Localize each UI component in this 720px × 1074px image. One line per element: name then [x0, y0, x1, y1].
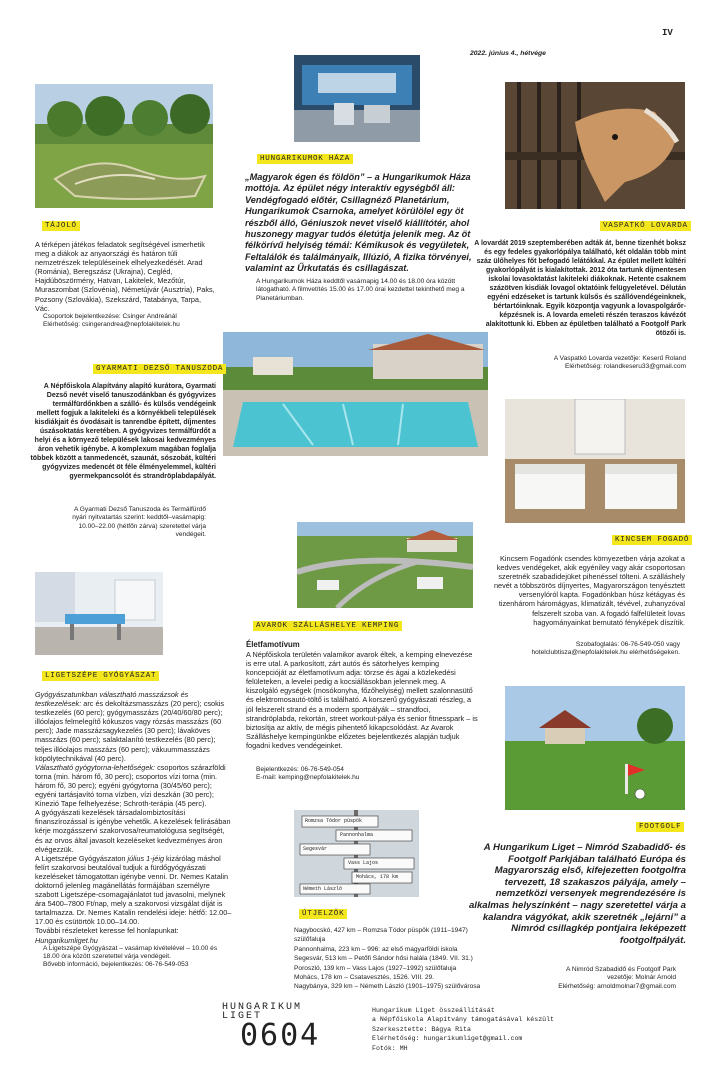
ligetszepe-text-4c: kizárólag máshol felírt szakorvosi beutalóval tudjuk a fürdőgyógyászati kezeléseket támogatottan igénybe venni. Dr. Nemes Katalin doktornő jelenleg magánellátás formájában személyre szabott Ligetszépe-csomagajánlatot tud javasolni, melynek ára 5400–7800 Ft/nap, mely a szakorvosi vizsgálat díját is tartalmazza. Dr. Nemes Katalin rendelési ideje: hétfő: 12.00–17.00 és csütörtök 10.00–14.00. — [35, 853, 232, 927]
utjelzok-photo — [294, 810, 419, 897]
ligetszepe-note: A Ligetszépe Gyógyászat – vasárnap kivételével – 10.00 és 18.00 óra között szeretettel várja vendégeit. — [43, 944, 218, 961]
footgolf-contact-3: Elérhetőség: arnoldmolnar7@gmail.com — [558, 982, 676, 990]
credits: Hungarikum Liget összeállítását a Népfőiskola Alapítvány támogatásával készült Szerkesztette: Bágya Rita Elérhetőség: hungarikumliget@gmail.com Fotók: MH — [372, 1007, 555, 1052]
kemping-contacts — [256, 766, 476, 783]
ligetszepe-note-2: Bővebb információ, bejelentkezés: 06-76-549-053 — [43, 961, 189, 969]
footgolf-lead: A Hungarikum Liget – Nimród Szabadidő- és Footgolf Parkjában található Európa és Magyarország első, kifejezetten footgolfra tervezett, 18 szakaszos pályája, amely – nemzetközi versenyek megrendezésére is alkalmas helyszínként – nagy szeretettel várja a kalandra vágyókat, akik szeretnék „lejárni” a Nimród csillagkép pontjaira leképezett footgolfpályát. — [468, 842, 686, 946]
tajolo-body — [35, 240, 215, 330]
tajolo-text: A térképen játékos feladatok segítségével ismerhetik meg a diákok az anyaországi és határon túli nemzetrészek településeinek elhelyezkedését. Arad (Románia), Beregszász (Ukrajna), Cegléd, Hajdúböszörmény, Hatvan, Lakitelek, Mezőtúr, Muraszombat (Szlovénia), Németújvár (Ausztria), Paks, Pozsony (Szlovákia), Szekszárd, Tatabánya, Tarpa, Vác. — [35, 240, 215, 313]
ligetszepe-date: július 1-jéig — [127, 853, 165, 863]
footgolf-label: FOOTGOLF — [636, 822, 684, 832]
hungarikumok-lead: „Magyarok égen és földön” – a Hungarikumok Háza mottója. Az épület négy interaktív egységből áll: Vendégfogadó előtér, Csillagnéző Planetárium, Hungarikumok Csarnoka, amelyet körülölel egy öt részből álló, Géniuszok nevet viselő kiállítótér, ahol huszonegy magyar tudós életútja jelenik meg. Az öt félkörívű helyiség témái: Kémikusok és vegyületek, Feltalálók és találmányaik, Illúzió, A fizika törvényei, valamint az Űrkutatás és csillagászat. — [245, 172, 472, 274]
ligetszepe-intro-2: Választható gyógytorna-lehetőségek: — [35, 762, 156, 772]
ligetszepe-text-1 — [35, 690, 233, 763]
tajolo-contact-2: Elérhetőség: csingerandrea@nepfolakitelek.hu — [43, 321, 180, 329]
ligetszepe-text-5: További részleteket keresse fel honlapunkat: — [35, 926, 179, 936]
kincsem-contact-2: hotelclubtisza@nepfolakitelek.hu elérhetőségeken. — [531, 649, 680, 657]
sign-1: Romzsa Tódor püspök — [305, 818, 363, 824]
kincsem-contacts — [488, 641, 680, 658]
hungarikumok-photo — [294, 55, 420, 142]
sign-6: Németh László — [303, 886, 343, 892]
sign-4: Vass Lajos — [348, 860, 379, 866]
brand-line-1: HUNGARIKUM — [222, 1002, 303, 1013]
lovarda-label: VASPATKÓ LOVARDA — [600, 221, 691, 231]
lovarda-body: A lovardát 2019 szeptemberében adták át, benne tizenhét boksz és egy fedeles gyakorlópálya található, két oldalán több mint száz ülőhelyes főt befogadó lelátókkal. Az épület mellett kültéri gyakorlópályát is kialakítottak. 2012 óta tartunk díjmentesen iskolai lovasoktatást lakiteleki diákoknak. Hetente csaknem százötven kisdiák lovagol oktatóink felügyeletével. Délután egyéni edzéseket is tartunk külsős és szállóvendégeinknek, bértartóinknak. Egyik központja vagyunk a lovaspolgárőr-képzésnek is. A lovarda emeleti részén teraszos kávézót alakítottunk ki. Ebben az épületben található a Footgolf Park ötözői is. — [474, 240, 686, 337]
ligetszepe-website-link[interactable]: Hungarikumliget.hu — [35, 935, 98, 945]
hungarikumok-label: HUNGARIKUMOK HÁZA — [257, 154, 353, 164]
sign-2: Pannonhalma — [340, 832, 374, 838]
tanuszoda-body: A Népfőiskola Alapítvány alapító kurátora, Gyarmati Dezső nevét viselő tanuszodánkban és gyógyvizes termálfürdőnkben a szálló- és külsős vendégeink mellett fogjuk a lakiteleki és a környékbeli települések kisdiákjait és óvodásait is tanrendbe épített, díjmentes úszásoktatás keretében. A gyógyvizes termálfürdőt a helyi és a környező települések lakosai kedvezményes áron vehetik igénybe. A komplexum magában foglalja többek között a tanmedencét, szaunát, sószobát, kültéri gyógyvizes medencét öt féle élményelemmel, kültéri gyermekpancsolót és strandröplabdapályát. — [30, 383, 216, 480]
lovarda-contact-1: A Vaspatkó Lovarda vezetője: Keserű Roland — [553, 355, 686, 362]
ligetszepe-text-2 — [35, 763, 233, 808]
ligetszepe-massages: arc és dekoltázsmasszázs (20 perc); csokis testkezelés (60 perc); gyógymasszázs (20/40/60/80 perc); illóolajos felmelegítő kókuszos vagy rózsás masszázs (60 perc); Jade masszázsagykezelés (30 perc); lávaköves masszázs (60 perc); salaktalanító testkezelés (80 perc); teljes illóolajos masszázs (60 perc); vákuummasszázs köpölytechnikával (40 perc). — [35, 699, 224, 763]
utjelzok-list: Nagybocskó, 427 km – Romzsa Tódor püspök (1911–1947) szülőfaluja Pannonhalma, 223 km – 996: az első magyarföldi iskola Segesvár, 513 km – Petőfi Sándor hősi halála (1849. VII. 31.) Poroszló, 139 km – Vass Lajos (1927–1992) szülőfaluja Mohács, 178 km – Csatavesztés, 1526. VIII. 29. Nagybánya, 329 km – Németh László (1901–1975) szülővárosa — [294, 927, 481, 991]
kincsem-photo — [505, 399, 685, 523]
footgolf-photo — [505, 686, 685, 810]
tanuszoda-label: GYARMATI DEZSŐ TANUSZODA — [93, 364, 226, 374]
lovarda-photo — [505, 82, 685, 209]
tajolo-label: TÁJOLÓ — [42, 221, 80, 231]
kincsem-label: KINCSEM FOGADÓ — [612, 535, 692, 545]
ligetszepe-text-4a: A Ligetszépe Gyógyászaton — [35, 853, 128, 863]
sign-3: Segesvár — [303, 846, 328, 852]
kemping-body: A Népfőiskola területén valamikor avarok éltek, a kemping elnevezése is erre utal. A parkosított, zárt autós és sátorhelyes kemping koncepcióját az életfamotívum adja: törzse és ágai a közlekedési felületeken, a levelei pedig a kocsiállásokban jelennek meg. A kiszolgáló egységek (mosókonyha, főzőhelyiség) mellett szalonnasütő és elektromosautó-töltő is található. A korszerű gyógyászati részleg, a jól felszerelt strand és a modern sportpályák – strandfoci, strandröplabda, rekortán, street workout-pálya és senior fitnesspark – is biztosítja az aktív, de mégis pihentető kikapcsolódást. Az Avarok Szálláshelye kempingünkbe előzetes bejelentkezés alapján tudjuk fogadni kedves vendégeinket. — [246, 650, 478, 750]
ligetszepe-therapies: csoportos szárazföldi torna (min. három fő, 30 perc); csoportos vízi torna (min. három fő, 30 perc); egyéni gyógytorna (30/45/60 perc); egyéni tartásjavító torna vízben, vízi deszkán (30 perc); Kinezió Tape felhelyezése; Schroth-terápia (45 perc). — [35, 762, 226, 809]
ligetszepe-photo — [35, 572, 163, 655]
brand-line-2: LIGET — [222, 1011, 263, 1022]
ligetszepe-label: LIGETSZÉPE GYÓGYÁSZAT — [42, 671, 159, 681]
kemping-contact-1: Bejelentkezés: 06-76-549-054 — [256, 766, 344, 773]
ligetszepe-intro-1: Gyógyászatunkban választható masszázsok és testkezelések: — [35, 690, 189, 709]
lovarda-contacts — [486, 355, 686, 372]
kincsem-body: Kincsem Fogadónk csendes környezetben várja azokat a kedves vendégeket, akik egyéniley vagy akár csoportosan szeretnék szabadidejüket pihenéssel tölteni. A szálláshely nevét a többszörös díjnyertes, Magyarországon tenyésztett versenylóról kapta. Fogadónkban húsz kétágyas és tizenhárom háromágyas, klimatizált, tévével, zuhanyzóval felszerelt szoba van. A fogadó falfelületeit lovas hagyományainkat bemutató fényképek díszítik. — [493, 554, 685, 627]
hungarikumok-note: A Hungarikumok Háza keddtől vasárnapig 14.00 és 18.00 óra között látogatható. A filmvetítés 15.00 és 17.00 órai kezdettel tekinthető meg a Planetáriumban. — [256, 278, 465, 302]
issue-date: 2022. június 4., hétvége — [470, 50, 546, 57]
lovarda-contact-2: Elérhetőség: rolandkeseru33@gmail.com — [564, 363, 686, 371]
footgolf-contact-1: A Nimród Szabadidő és Footgolf Park — [566, 966, 676, 973]
tanuszoda-photo — [223, 332, 488, 456]
footgolf-contacts — [500, 966, 676, 991]
footgolf-contact-2: vezetője: Molnár Arnold — [607, 974, 676, 982]
issue-number: 0604 — [240, 1018, 321, 1053]
tajolo-photo — [35, 84, 213, 208]
kemping-photo — [297, 522, 473, 608]
kemping-heading: Életfamotívum — [246, 640, 300, 649]
kincsem-contact-1: Szobafoglalás: 06-76-549-050 vagy — [575, 641, 680, 648]
sign-5: Mohács, 178 km — [356, 874, 399, 880]
utjelzok-label: ÚTJELZŐK — [299, 909, 347, 919]
kemping-contact-2: E-mail: kemping@nepfolakitelek.hu — [256, 774, 360, 782]
ligetszepe-body — [35, 690, 233, 970]
tajolo-contact-1: Csoportok bejelentkezése: Csinger Andreánál — [43, 312, 177, 320]
page-number: IV — [662, 28, 673, 38]
ligetszepe-text-4 — [35, 854, 233, 927]
tanuszoda-note: A Gyarmati Dezső Tanuszoda és Termálfürdő nyári nyitvatartás szerint: keddtől–vasárnapig: 10.00–22.00 (hétfőn zárva) szeretettel várja vendégeit. — [72, 506, 206, 539]
kemping-label: AVAROK SZÁLLÁSHELYE KEMPING — [253, 621, 402, 631]
ligetszepe-text-3: A gyógyászati kezelések társadalombiztosítási finanszírozással is igénybe vehetők. A kezelések felírásában kérje mozgásszervi szakorvosa/reumatológusa segítségét, és az orvos által javasolt kezeléseket kedvezményes áron elvégezzük. — [35, 808, 231, 854]
